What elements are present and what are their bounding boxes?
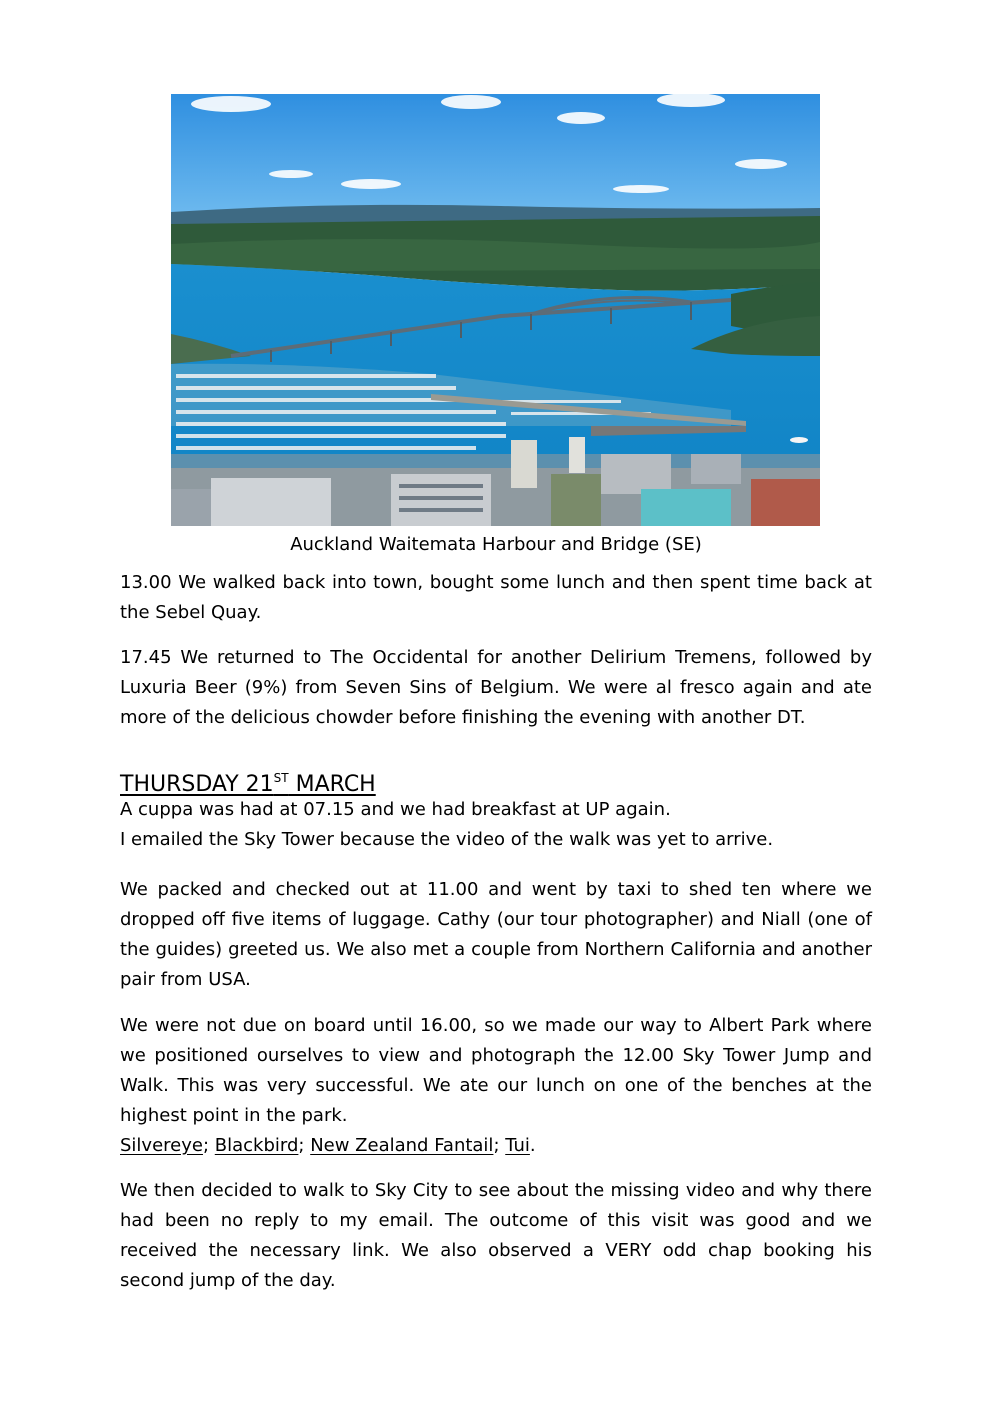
bird-link[interactable]: Tui (505, 1135, 530, 1156)
bird-link[interactable]: New Zealand Fantail (310, 1135, 494, 1156)
bird-separator: ; (202, 1135, 215, 1156)
bird-link[interactable]: Blackbird (214, 1135, 299, 1156)
albert-park-text: We were not due on board until 16.00, so we made our way to Albert Park where we positioned ourselves to view and photograph the 12.00 Sky Tower Jump and Walk. This was very successful. We ate our lunch on one of the benches at the highest point in the park. (120, 1015, 872, 1126)
bird-end: . (529, 1135, 536, 1156)
breakfast-line: A cuppa was had at 07.15 and we had breakfast at UP again. (120, 799, 671, 820)
harbour-photo (171, 94, 820, 526)
heading-ordinal: ST (273, 771, 289, 785)
paragraph-checkout: We packed and checked out at 11.00 and went by taxi to shed ten where we dropped off five items of luggage. Cathy (our tour photographer) and Niall (one of the guides) greeted us. We also met a couple from Northern California and another pair from USA. (120, 879, 872, 990)
bird-separator: ; (493, 1135, 506, 1156)
morning-lines (120, 795, 872, 855)
bird-link[interactable]: Silvereye (120, 1135, 203, 1156)
paragraph-sky-city: We then decided to walk to Sky City to see about the missing video and why there had been no reply to my email. The outcome of this visit was good and we received the necessary link. We also observed a VERY odd chap booking his second jump of the day. (120, 1180, 872, 1291)
bird-separator: ; (298, 1135, 311, 1156)
heading-suffix: MARCH (288, 772, 376, 797)
email-line: I emailed the Sky Tower because the video of the walk was yet to arrive. (120, 829, 774, 850)
paragraph-evening: 17.45 We returned to The Occidental for another Delirium Tremens, followed by Luxuria Beer (9%) from Seven Sins of Belgium. We were al fresco again and ate more of the delicious chowder before finishing the evening with another DT. (120, 647, 872, 728)
paragraph-lunch: 13.00 We walked back into town, bought some lunch and then spent time back at the Sebel Quay. (120, 572, 872, 623)
heading-prefix: THURSDAY 21 (120, 772, 274, 797)
bird-list (120, 1131, 872, 1161)
photo-caption: Auckland Waitemata Harbour and Bridge (SE) (290, 534, 702, 555)
paragraph-albert-park (120, 1011, 872, 1161)
